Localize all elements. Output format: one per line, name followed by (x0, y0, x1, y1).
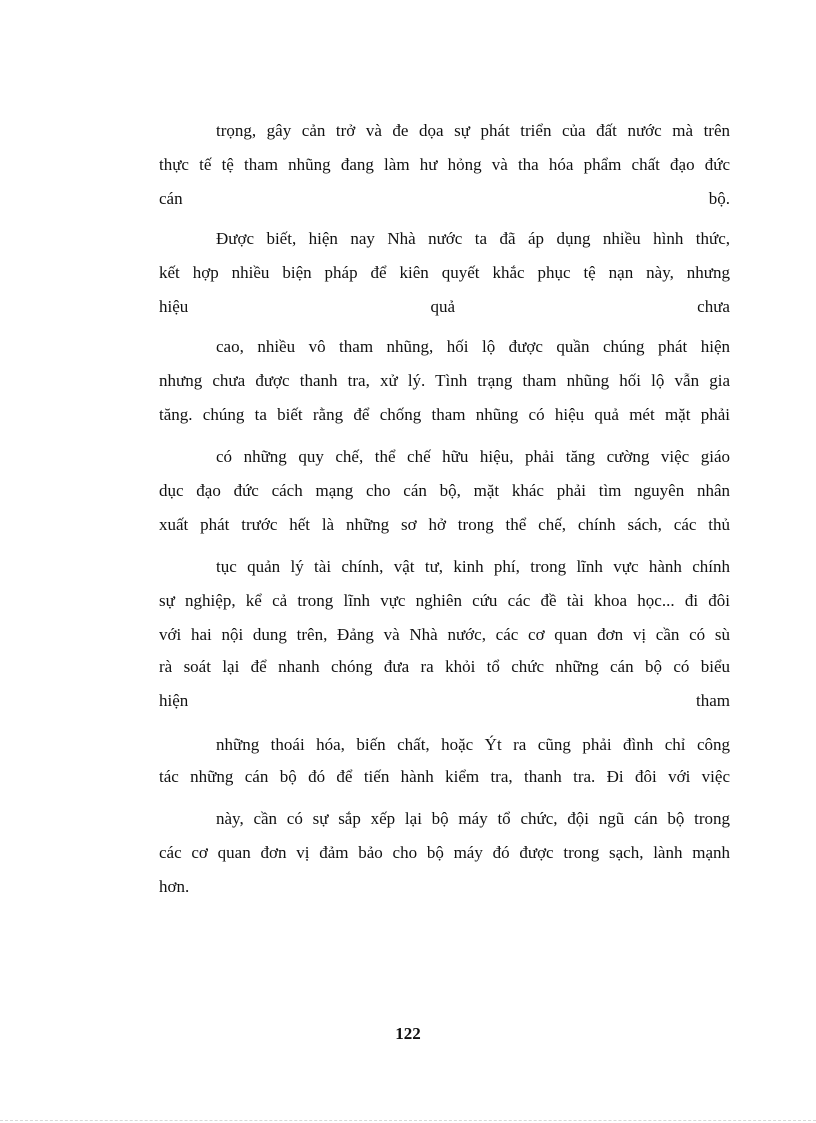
text-line (216, 556, 730, 578)
text-line (159, 876, 730, 898)
text-line (159, 514, 730, 536)
text-line (216, 446, 730, 468)
text-line (159, 690, 730, 712)
text-word: quả (430, 297, 455, 316)
text-span: nhưng chưa được thanh tra, xử lý. Tình trạng tham nhũng hối lộ vẫn gia (159, 371, 730, 390)
text-word: chưa (697, 297, 730, 316)
text-line (159, 154, 730, 176)
text-span: những thoái hóa, biến chất, hoặc Ýt ra cũng phải đình chỉ công (216, 735, 730, 754)
text-span: có những quy chế, thể chế hữu hiệu, phải tăng cường việc giáo (216, 447, 730, 466)
text-line (216, 228, 730, 250)
text-span: tăng. chúng ta biết rằng để chống tham nhũng có hiệu quả mét mặt phải (159, 405, 730, 424)
text-line (159, 624, 730, 646)
text-span: sự nghiệp, kể cả trong lĩnh vực nghiên cứu các đề tài khoa học... đi đôi (159, 591, 730, 610)
text-line (216, 808, 730, 830)
text-span: Được biết, hiện nay Nhà nước ta đã áp dụng nhiều hình thức, (216, 229, 730, 248)
text-span: tục quản lý tài chính, vật tư, kinh phí, trong lĩnh vực hành chính (216, 557, 730, 576)
text-line (216, 336, 730, 358)
text-span: tác những cán bộ đó để tiến hành kiểm tra, thanh tra. Đi đôi với việc (159, 767, 730, 786)
text-line (159, 656, 730, 678)
text-span: dục đạo đức cách mạng cho cán bộ, mặt khác phải tìm nguyên nhân (159, 481, 730, 500)
text-span: với hai nội dung trên, Đảng và Nhà nước, các cơ quan đơn vị cần có sù (159, 625, 730, 644)
text-line (159, 404, 730, 426)
text-line (216, 734, 730, 756)
text-span: hơn. (159, 877, 190, 896)
text-span: rà soát lại để nhanh chóng đưa ra khỏi tổ chức những cán bộ có biểu (159, 657, 730, 676)
text-span: thực tế tệ tham nhũng đang làm hư hỏng và tha hóa phẩm chất đạo đức (159, 155, 730, 174)
text-word: tham (696, 691, 730, 710)
text-span: này, cần có sự sắp xếp lại bộ máy tổ chức, đội ngũ cán bộ trong (216, 809, 730, 828)
text-line (159, 842, 730, 864)
text-line (159, 296, 730, 318)
text-line (159, 480, 730, 502)
page-bottom-divider (0, 1120, 816, 1121)
text-word: bộ. (708, 189, 730, 208)
text-line (159, 262, 730, 284)
text-line (216, 120, 730, 142)
text-word: hiện (159, 691, 189, 710)
text-line (159, 766, 730, 788)
text-line (159, 370, 730, 392)
text-span: cao, nhiều vô tham nhũng, hối lộ được quần chúng phát hiện (216, 337, 730, 356)
text-word: hiệu (159, 297, 189, 316)
text-span: các cơ quan đơn vị đảm bảo cho bộ máy đó được trong sạch, lành mạnh (159, 843, 730, 862)
text-span: xuất phát trước hết là những sơ hở trong thể chế, chính sách, các thủ (159, 515, 730, 534)
text-line (159, 188, 730, 210)
text-span: kết hợp nhiều biện pháp để kiên quyết khắc phục tệ nạn này, nhưng (159, 263, 730, 282)
page-number: 122 (395, 1024, 421, 1043)
text-word: cán (159, 189, 183, 208)
text-span: trọng, gây cản trở và đe dọa sự phát triển của đất nước mà trên (216, 121, 730, 140)
text-line (159, 590, 730, 612)
